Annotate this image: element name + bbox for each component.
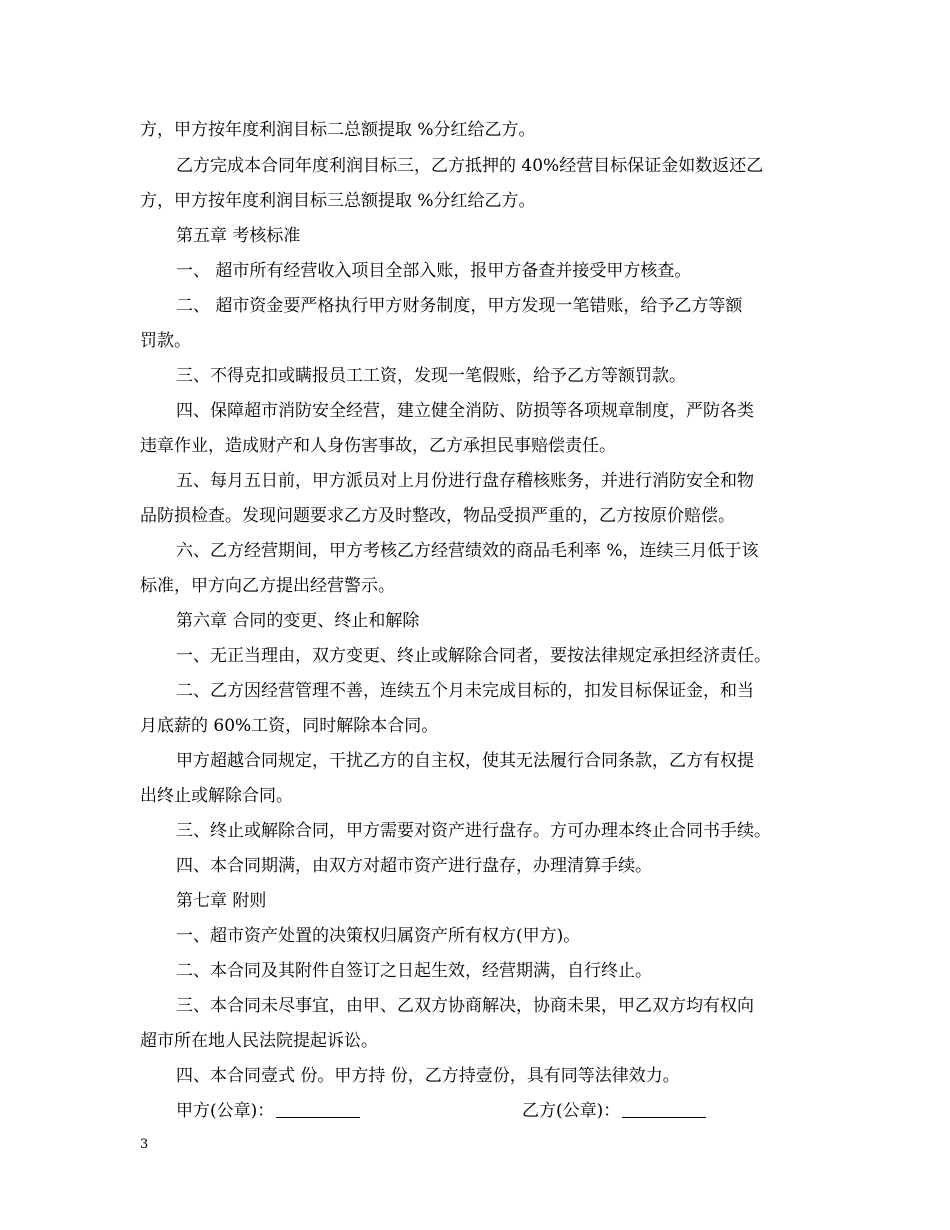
text-line: 乙方完成本合同年度利润目标三，乙方抵押的 40%经营目标保证金如数返还乙 bbox=[176, 156, 764, 176]
text-line: 出终止或解除合同。 bbox=[140, 786, 293, 806]
text-line: 月底薪的 60%工资，同时解除本合同。 bbox=[140, 716, 439, 736]
text-line: 二、本合同及其附件自签订之日起生效，经营期满，自行终止。 bbox=[176, 961, 652, 981]
text-line: 违章作业，造成财产和人身伤害事故，乙方承担民事赔偿责任。 bbox=[140, 436, 616, 456]
party-a-blank bbox=[276, 1103, 360, 1118]
text-line: 三、终止或解除合同，甲方需要对资产进行盘存。方可办理本终止合同书手续。 bbox=[176, 821, 771, 841]
text-line: 四、本合同壹式 份。甲方持 份，乙方持壹份，具有同等法律效力。 bbox=[176, 1066, 680, 1086]
text-line: 二、 超市资金要严格执行甲方财务制度，甲方发现一笔错账，给予乙方等额 bbox=[176, 296, 743, 316]
text-line: 三、不得克扣或瞒报员工工资，发现一笔假账，给予乙方等额罚款。 bbox=[176, 366, 686, 386]
text-line: 六、乙方经营期间，甲方考核乙方经营绩效的商品毛利率 %，连续三月低于该 bbox=[176, 541, 759, 561]
text-line: 二、乙方因经营管理不善，连续五个月未完成目标的，扣发目标保证金，和当 bbox=[176, 681, 754, 701]
party-b-signature bbox=[522, 1100, 706, 1122]
text-line: 一、超市资产处置的决策权归属资产所有权方(甲方)。 bbox=[176, 926, 581, 946]
text-line: 品防损检查。发现问题要求乙方及时整改，物品受损严重的，乙方按原价赔偿。 bbox=[140, 506, 735, 526]
text-line: 一、 超市所有经营收入项目全部入账，报甲方备查并接受甲方核查。 bbox=[176, 261, 692, 281]
text-line: 三、本合同未尽事宜，由甲、乙双方协商解决，协商未果，甲乙双方均有权向 bbox=[176, 996, 754, 1016]
text-line: 四、保障超市消防安全经营，建立健全消防、防损等各项规章制度，严防各类 bbox=[176, 401, 754, 421]
text-line: 五、每月五日前，甲方派员对上月份进行盘存稽核账务，并进行消防安全和物 bbox=[176, 471, 754, 491]
page-number: 3 bbox=[140, 1137, 149, 1152]
text-line: 一、无正当理由，双方变更、终止或解除合同者，要按法律规定承担经济责任。 bbox=[176, 646, 771, 666]
section-heading: 第七章 附则 bbox=[176, 891, 267, 911]
text-line: 四、本合同期满，由双方对超市资产进行盘存，办理清算手续。 bbox=[176, 856, 652, 876]
text-line: 罚款。 bbox=[140, 331, 191, 351]
text-line: 方，甲方按年度利润目标三总额提取 %分红给乙方。 bbox=[140, 191, 536, 211]
text-line: 方，甲方按年度利润目标二总额提取 %分红给乙方。 bbox=[140, 120, 536, 140]
party-b-label: 乙方(公章)： bbox=[522, 1101, 621, 1121]
party-b-blank bbox=[622, 1103, 706, 1118]
section-heading: 第五章 考核标准 bbox=[176, 226, 301, 246]
text-line: 甲方超越合同规定，干扰乙方的自主权，使其无法履行合同条款，乙方有权提 bbox=[176, 751, 754, 771]
section-heading: 第六章 合同的变更、终止和解除 bbox=[176, 611, 420, 631]
party-a-signature bbox=[176, 1100, 360, 1122]
party-a-label: 甲方(公章)： bbox=[176, 1101, 275, 1121]
text-line: 超市所在地人民法院提起诉讼。 bbox=[140, 1031, 378, 1051]
text-line: 标准，甲方向乙方提出经营警示。 bbox=[140, 576, 395, 596]
